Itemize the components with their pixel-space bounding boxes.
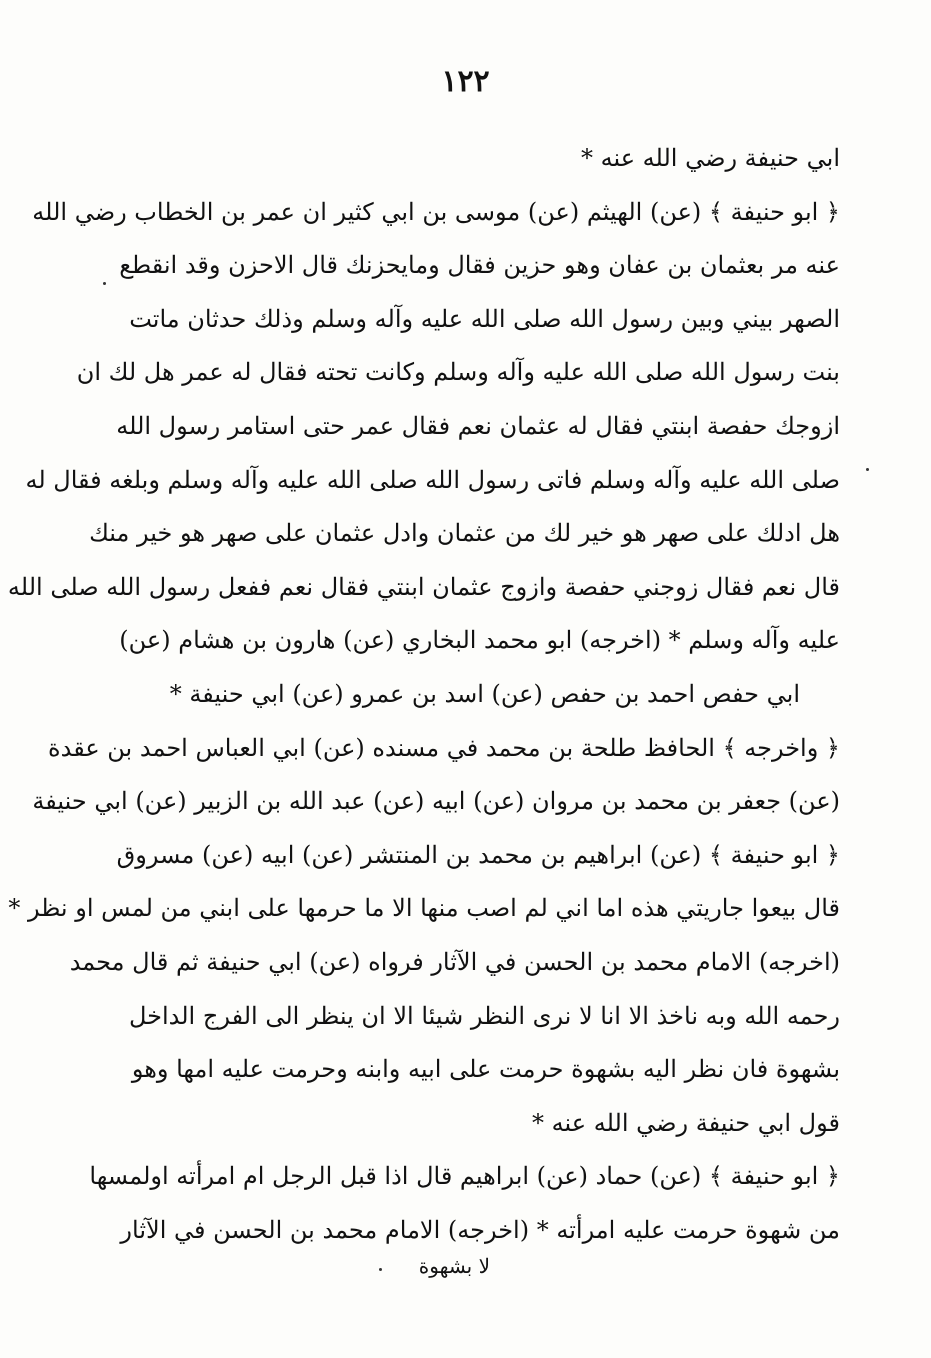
text-line: هل ادلك على صهر هو خير لك من عثمان وادل عثمان على صهر هو خير منك [89,519,840,548]
text-line: ﴿ ابو حنيفة ﴾ (عن) حماد (عن) ابراهيم قال اذا قبل الرجل ام امرأته اولمسها [89,1162,840,1191]
catchword: لا بشهوة [418,1254,490,1278]
text-line: صلى الله عليه وآله وسلم فاتى رسول الله صلى الله عليه وآله وسلم وبلغه فقال له [25,465,840,494]
text-line: ﴿ ابو حنيفة ﴾ (عن) الهيثم (عن) موسى بن ابي كثير ان عمر بن الخطاب رضي الله [32,197,840,226]
text-line: ابي حنيفة رضي الله عنه * [580,144,840,172]
text-line: (اخرجه) الامام محمد بن الحسن في الآثار فرواه (عن) ابي حنيفة ثم قال محمد [69,947,840,976]
text-line: (عن) جعفر بن محمد بن مروان (عن) ابيه (عن) عبد الله بن الزبير (عن) ابي حنيفة [32,787,840,816]
text-line: ﴿ واخرجه ﴾ الحافظ طلحة بن محمد في مسنده (عن) ابي العباس احمد بن عقدة [48,733,840,762]
text-line: رحمه الله وبه ناخذ الا انا لا نرى النظر شيئا الا ان ينظر الى الفرج الداخل [128,1001,840,1030]
scan-speck [379,1268,382,1271]
text-line: بشهوة فان نظر اليه بشهوة حرمت على ابيه وابنه وحرمت عليه امها وهو [131,1055,840,1084]
body-text [7,132,840,1257]
text-line: بنت رسول الله صلى الله عليه وآله وسلم وكانت تحته فقال له عمر هل لك ان [76,358,840,387]
text-line: ﴿ ابو حنيفة ﴾ (عن) ابراهيم بن محمد بن المنتشر (عن) ابيه (عن) مسروق [116,840,840,869]
scan-speck [866,468,869,471]
text-line: قال نعم فقال زوجني حفصة وازوج عثمان ابنتي فقال نعم ففعل رسول الله صلى الله [7,572,840,601]
text-line: قول ابي حنيفة رضي الله عنه * [532,1108,840,1137]
text-line: قال بيعوا جاريتي هذه اما اني لم اصب منها الا ما حرمها على ابني من لمس او نظر * [8,894,840,923]
scan-speck [103,282,106,285]
text-line: عنه مر بعثمان بن عفان وهو حزين فقال ومايحزنك قال الاحزن وقد انقطع [119,251,840,280]
page-number: ١٢٢ [441,64,490,99]
text-line: من شهوة حرمت عليه امرأته * (اخرجه) الامام محمد بن الحسن في الآثار [120,1215,840,1244]
text-line: الصهر بيني وبين رسول الله صلى الله عليه وآله وسلم وذلك حدثان ماتت [129,304,840,333]
text-line: ابي حفص احمد بن حفص (عن) اسد بن عمرو (عن) ابي حنيفة * [169,679,800,708]
text-line: ازوجك حفصة ابنتي فقال له عثمان نعم فقال عمر حتى استامر رسول الله [116,411,840,440]
text-line: عليه وآله وسلم * (اخرجه) ابو محمد البخاري (عن) هارون بن هشام (عن) [119,626,840,655]
